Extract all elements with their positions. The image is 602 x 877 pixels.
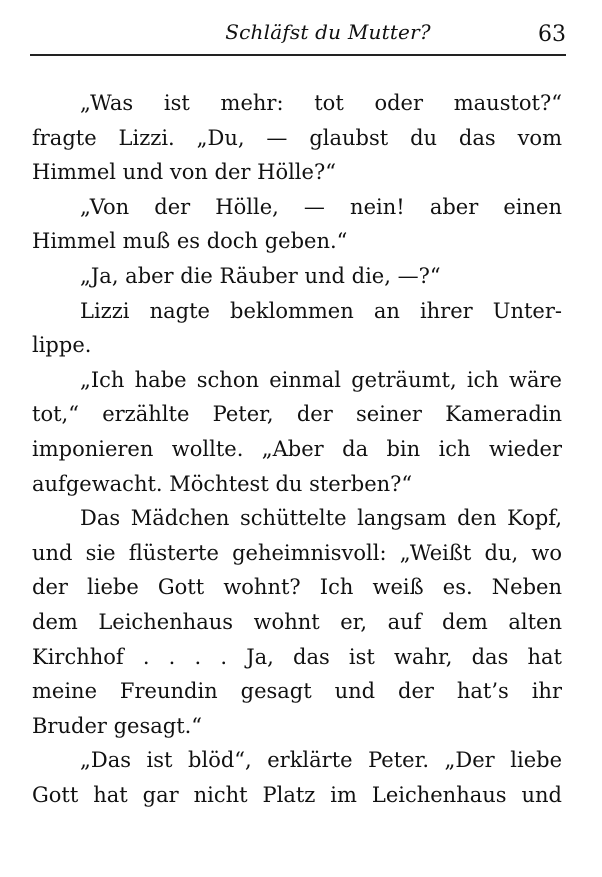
text-line: Das Mädchen schüttelte langsam den Kopf, xyxy=(80,506,562,531)
text-line: „Ja, aber die Räuber und die, —?“ xyxy=(80,263,441,288)
page-number: 63 xyxy=(538,22,566,47)
text-line: „Von der Hölle, — nein! aber einen xyxy=(80,194,562,219)
text-line: tot,“ erzählte Peter, der seiner Kameradin xyxy=(32,402,562,427)
running-title: Schläfst du Mutter? xyxy=(225,20,431,44)
text-line: meine Freundin gesagt und der hat’s ihr xyxy=(32,679,562,704)
text-line: und sie flüsterte geheimnisvoll: „Weißt du, wo xyxy=(32,540,562,565)
body-text xyxy=(32,86,562,812)
page-header xyxy=(30,18,570,54)
text-line: aufgewacht. Möchtest du sterben?“ xyxy=(32,471,413,496)
text-line: Himmel und von der Hölle?“ xyxy=(32,160,336,185)
text-line: Lizzi nagte beklommen an ihrer Unter- xyxy=(80,298,562,323)
text-line: „Ich habe schon einmal geträumt, ich wäre xyxy=(80,367,562,392)
text-line: Bruder gesagt.“ xyxy=(32,713,203,738)
text-line: dem Leichenhaus wohnt er, auf dem alten xyxy=(32,609,562,634)
text-line: Himmel muß es doch geben.“ xyxy=(32,229,348,254)
text-line: Gott hat gar nicht Platz im Leichenhaus und xyxy=(32,782,562,807)
text-line: imponieren wollte. „Aber da bin ich wieder xyxy=(32,436,562,461)
text-line: fragte Lizzi. „Du, — glaubst du das vom xyxy=(32,125,562,150)
text-line: der liebe Gott wohnt? Ich weiß es. Neben xyxy=(32,575,562,600)
text-line: „Was ist mehr: tot oder maustot?“ xyxy=(80,91,562,115)
header-rule xyxy=(30,54,566,56)
text-line: „Das ist blöd“, erklärte Peter. „Der liebe xyxy=(80,748,562,773)
text-line: lippe. xyxy=(32,333,92,358)
text-line: Kirchhof . . . . Ja, das ist wahr, das hat xyxy=(32,644,562,669)
